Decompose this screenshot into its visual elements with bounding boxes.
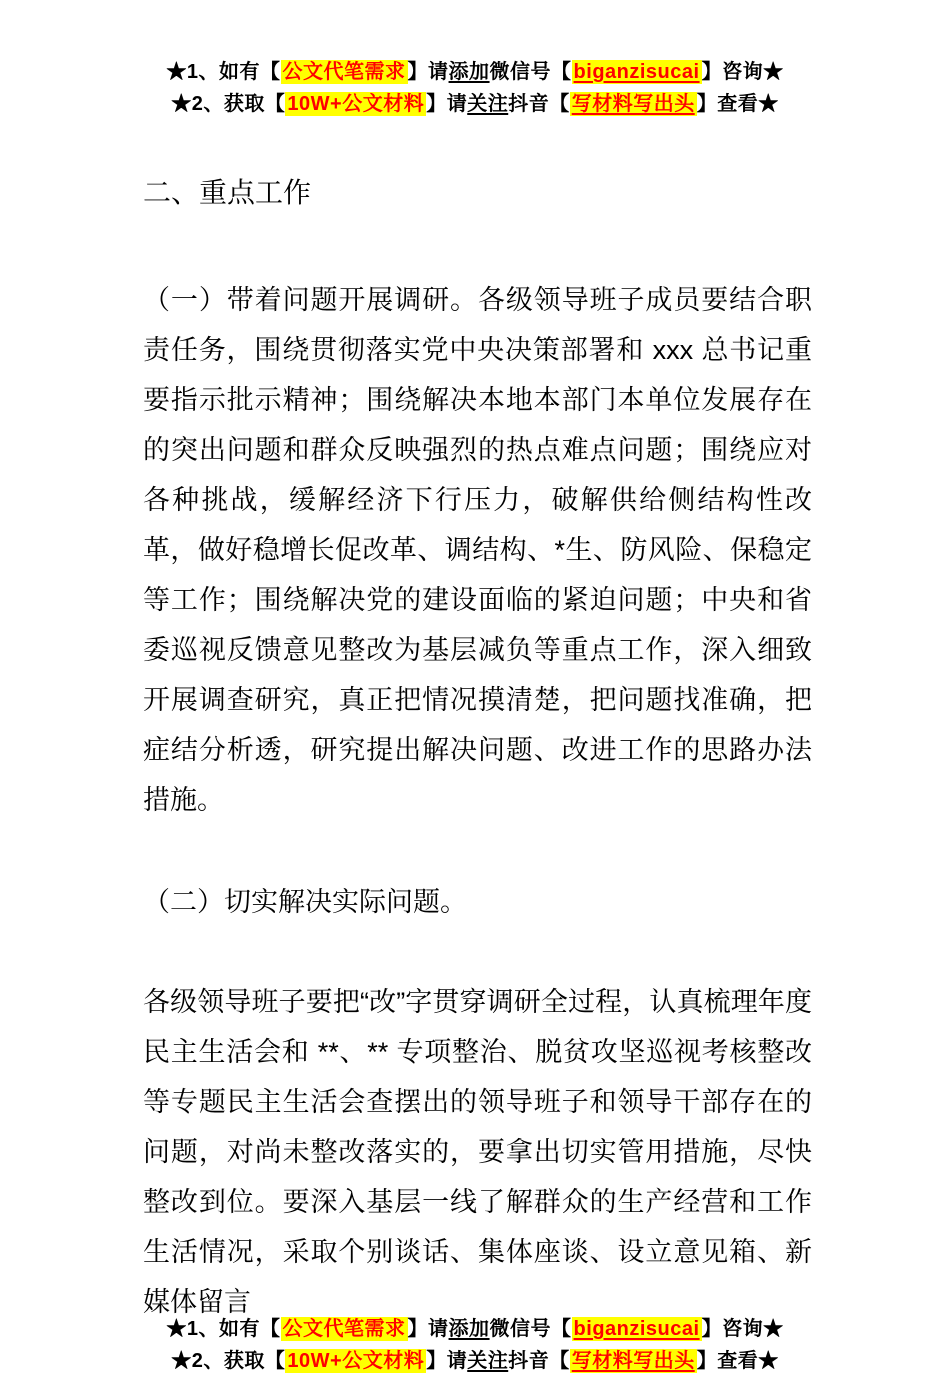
highlighted-link-text: biganzisucai xyxy=(573,1318,700,1340)
promo-text: 】查看★ xyxy=(696,93,779,115)
highlighted-keyword: 10W+公文材料 xyxy=(287,1350,425,1372)
promo-line-2 xyxy=(0,88,950,120)
promo-line-2 xyxy=(0,1345,950,1377)
highlighted-keyword: 公文代笔需求 xyxy=(282,61,406,83)
promo-text: ★1、如有【 xyxy=(166,1318,281,1340)
promo-text: 】请 xyxy=(426,93,468,115)
promo-line-1 xyxy=(0,56,950,88)
highlighted-link-text: 写材料写出头 xyxy=(571,93,695,115)
highlighted-link-text: biganzisucai xyxy=(573,61,700,83)
section-title: 二、重点工作 xyxy=(143,177,312,208)
promo-header xyxy=(0,0,950,120)
document-content xyxy=(143,168,812,1327)
promo-text: 】请 xyxy=(407,61,449,83)
promo-text: 】请 xyxy=(426,1350,468,1372)
promo-text: 】请 xyxy=(407,1318,449,1340)
highlighted-keyword: 10W+公文材料 xyxy=(287,93,425,115)
promo-text: 抖音【 xyxy=(508,93,570,115)
promo-text: 】咨询★ xyxy=(701,1318,784,1340)
promo-text: ★2、获取【 xyxy=(171,93,286,115)
promo-text: 微信号【 xyxy=(489,61,572,83)
underlined-word: 关注 xyxy=(467,1350,509,1372)
paragraph: 各级领导班子要把“改”字贯穿调研全过程，认真梳理年度民主生活会和 **、** 专项整治、脱贫攻坚巡视考核整改等专题民主生活会查摆出的领导班子和领导干部存在的问题，对尚未整改落实的，要拿出切实管用措施，尽快整改到位。要深入基层一线了解群众的生产经营和工作生活情况，采取个别谈话、集体座谈、设立意见箱、新媒体留言 xyxy=(143,987,812,1317)
promo-text: ★1、如有【 xyxy=(166,61,281,83)
underlined-word: 添加 xyxy=(448,61,490,83)
promo-text: ★2、获取【 xyxy=(171,1350,286,1372)
highlighted-link-text: 写材料写出头 xyxy=(571,1350,695,1372)
paragraph: （二）切实解决实际问题。 xyxy=(143,887,467,917)
underlined-word: 关注 xyxy=(467,93,509,115)
promo-text: 微信号【 xyxy=(489,1318,572,1340)
highlighted-keyword: 公文代笔需求 xyxy=(282,1318,406,1340)
promo-text: 】查看★ xyxy=(696,1350,779,1372)
underlined-word: 添加 xyxy=(448,1318,490,1340)
paragraph: （一）带着问题开展调研。各级领导班子成员要结合职责任务，围绕贯彻落实党中央决策部署和 xxx 总书记重要指示批示精神；围绕解决本地本部门本单位发展存在的突出问题和群众反映强烈的热点难点问题；围绕应对各种挑战，缓解经济下行压力，破解供给侧结构性改革，做好稳增长促改革、调结构、*生、防风险、保稳定等工作；围绕解决党的建设面临的紧迫问题；中央和省委巡视反馈意见整改为基层减负等重点工作，深入细致开展调查研究，真正把情况摸清楚，把问题找准确，把症结分析透，研究提出解决问题、改进工作的思路办法措施。 xyxy=(143,285,812,815)
promo-text: 】咨询★ xyxy=(701,61,784,83)
promo-text: 抖音【 xyxy=(508,1350,570,1372)
